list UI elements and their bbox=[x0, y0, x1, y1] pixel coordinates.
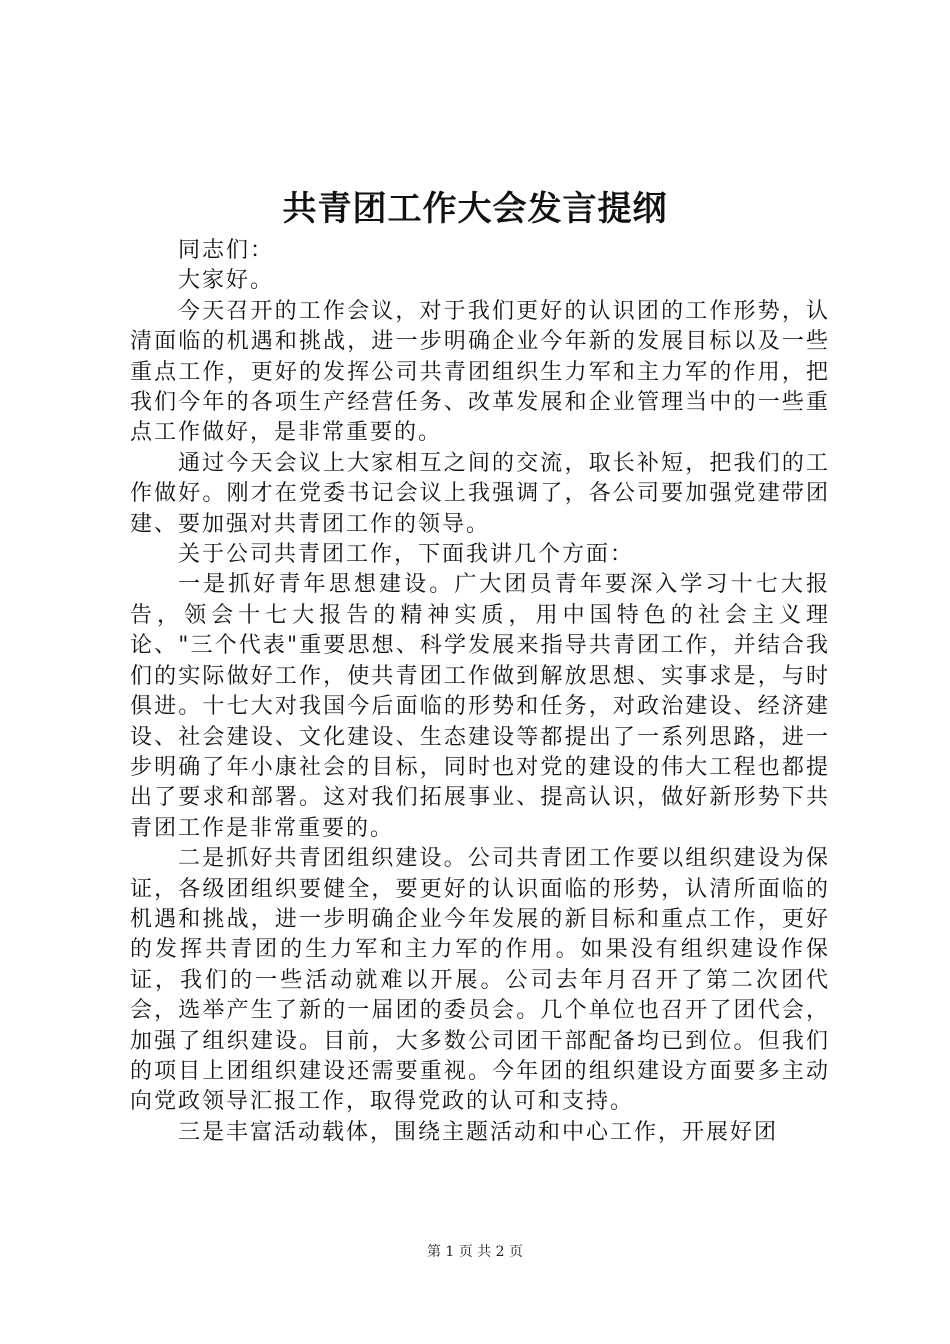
paragraph-greeting: 大家好。 bbox=[178, 268, 275, 294]
page-footer: 第 1 页 共 2 页 bbox=[426, 1244, 524, 1260]
paragraph-point-two: 二是抓好共青团组织建设。公司共青团工作要以组织建设为保证，各级团组织要健全，要更好的认识面临的形势，认清所面临的机遇和挑战，进一步明确企业今年发展的新目标和重点工作，更好的发挥共青团的生力军和主力军的作用。如果没有组织建设作保证，我们的一些活动就难以开展。公司去年月召开了第二次团代会，选举产生了新的一届团的委员会。几个单位也召开了团代会，加强了组织建设。目前，大多数公司团干部配备均已到位。但我们的项目上团组织建设还需要重视。今年团的组织建设方面要多主动向党政领导汇报工作，取得党政的认可和支持。 bbox=[130, 846, 830, 1115]
document-title: 共青团工作大会发言提纲 bbox=[282, 189, 668, 229]
paragraph-salutation: 同志们： bbox=[178, 238, 275, 263]
paragraph-point-three: 三是丰富活动载体，围绕主题活动和中心工作，开展好团 bbox=[178, 1119, 779, 1145]
paragraph-outline: 关于公司共青团工作，下面我讲几个方面： bbox=[178, 542, 635, 568]
paragraph-exchange: 通过今天会议上大家相互之间的交流，取长补短，把我们的工作做好。刚才在党委书记会议上我强调了，各公司要加强党建带团建、要加强对共青团工作的领导。 bbox=[130, 450, 830, 537]
paragraph-intro: 今天召开的工作会议，对于我们更好的认识团的工作形势，认清面临的机遇和挑战，进一步明确企业今年新的发展目标以及一些重点工作，更好的发挥公司共青团组织生力军和主力军的作用，把我们今年的各项生产经营任务、改革发展和企业管理当中的一些重点工作做好，是非常重要的。 bbox=[130, 298, 830, 446]
document-body bbox=[130, 236, 830, 1148]
paragraph-point-one: 一是抓好青年思想建设。广大团员青年要深入学习十七大报告，领会十七大报告的精神实质，用中国特色的社会主义理论、"三个代表"重要思想、科学发展来指导共青团工作，并结合我们的实际做好工作，使共青团工作做到解放思想、实事求是，与时俱进。十七大对我国今后面临的形势和任务，对政治建设、经济建设、社会建设、文化建设、生态建设等都提出了一系列思路，进一步明确了年小康社会的目标，同时也对党的建设的伟大工程也都提出了要求和部署。这对我们拓展事业、提高认识，做好新形势下共青团工作是非常重要的。 bbox=[130, 572, 830, 841]
